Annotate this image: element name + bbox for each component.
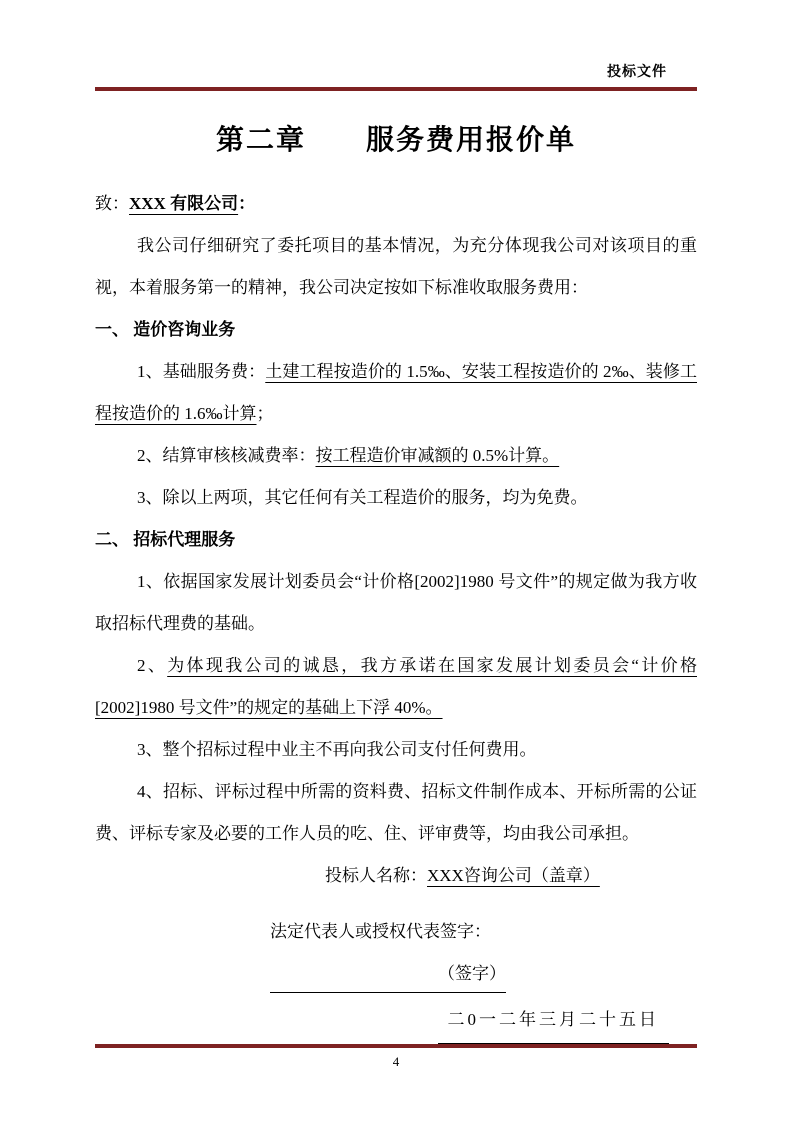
- page-number: 4: [392, 1054, 400, 1069]
- section1-item3: 3、除以上两项，其它任何有关工程造价的服务，均为免费。: [137, 488, 588, 507]
- section2-item1: 1、依据国家发展计划委员会“计价格[2002]1980 号文件”的规定做为我方收取招标代理费的基础。: [95, 572, 697, 633]
- footer-rule: [95, 1044, 697, 1048]
- header-rule: [95, 87, 697, 91]
- bidder-name-label: 投标人名称：: [325, 866, 427, 885]
- signature-blank-slot: [270, 956, 506, 993]
- section2-heading: 二、 招标代理服务: [95, 530, 236, 549]
- salutation-line: [95, 183, 697, 225]
- bidder-name-value: XXX咨询公司（盖章）: [427, 866, 600, 885]
- rep-signature-label: 法定代表人或授权代表签字：: [270, 922, 491, 941]
- intro-paragraph: 我公司仔细研究了委托项目的基本情况，为充分体现我公司对该项目的重视，本着服务第一的精神，我公司决定按如下标准收取服务费用：: [95, 236, 697, 297]
- salutation-colon: ：: [238, 194, 256, 213]
- date-value: 二0一二年三月二十五日: [438, 999, 670, 1044]
- section2-item2-underlined: 为体现我公司的诚恳，我方承诺在国家发展计划委员会“计价格[2002]1980 号文件”的规定的基础上下浮 40%。: [95, 656, 697, 717]
- bidder-name-line: [325, 855, 697, 897]
- section1-heading: 一、 造价咨询业务: [95, 320, 236, 339]
- section2-item2-lead: 2、: [137, 656, 168, 675]
- salutation-prefix: 致：: [95, 194, 129, 213]
- section1-item1-tail: ；: [256, 404, 274, 423]
- rep-signature-line: [270, 911, 697, 995]
- section1-item2-lead: 2、结算审核核减费率：: [137, 446, 316, 465]
- header-doc-label: 投标文件: [607, 65, 667, 80]
- page-header: [95, 64, 697, 91]
- page-title: 第二章 服务费用报价单: [215, 125, 576, 156]
- signature-hint: （签字）: [438, 964, 506, 983]
- section1-item2: [95, 435, 697, 477]
- section2-item3: 3、整个招标过程中业主不再向我公司支付任何费用。: [137, 740, 537, 759]
- section1-item1-underlined: 土建工程按造价的 1.5‰、安装工程按造价的 2‰、装修工程按造价的 1.6‰计算: [95, 362, 697, 423]
- date-line: [95, 999, 697, 1044]
- section1-item2-underlined: 按工程造价审减额的 0.5%计算。: [315, 446, 560, 465]
- signature-blank: [270, 978, 438, 979]
- section2-item4: 4、招标、评标过程中所需的资料费、招标文件制作成本、开标所需的公证费、评标专家及必要的工作人员的吃、住、评审费等，均由我公司承担。: [95, 782, 697, 843]
- salutation-company: XXX 有限公司: [129, 194, 239, 213]
- section1-item1: [95, 351, 697, 435]
- section2-item2: [95, 645, 697, 729]
- section1-item1-lead: 1、基础服务费：: [137, 362, 266, 381]
- page-footer: [95, 1044, 697, 1070]
